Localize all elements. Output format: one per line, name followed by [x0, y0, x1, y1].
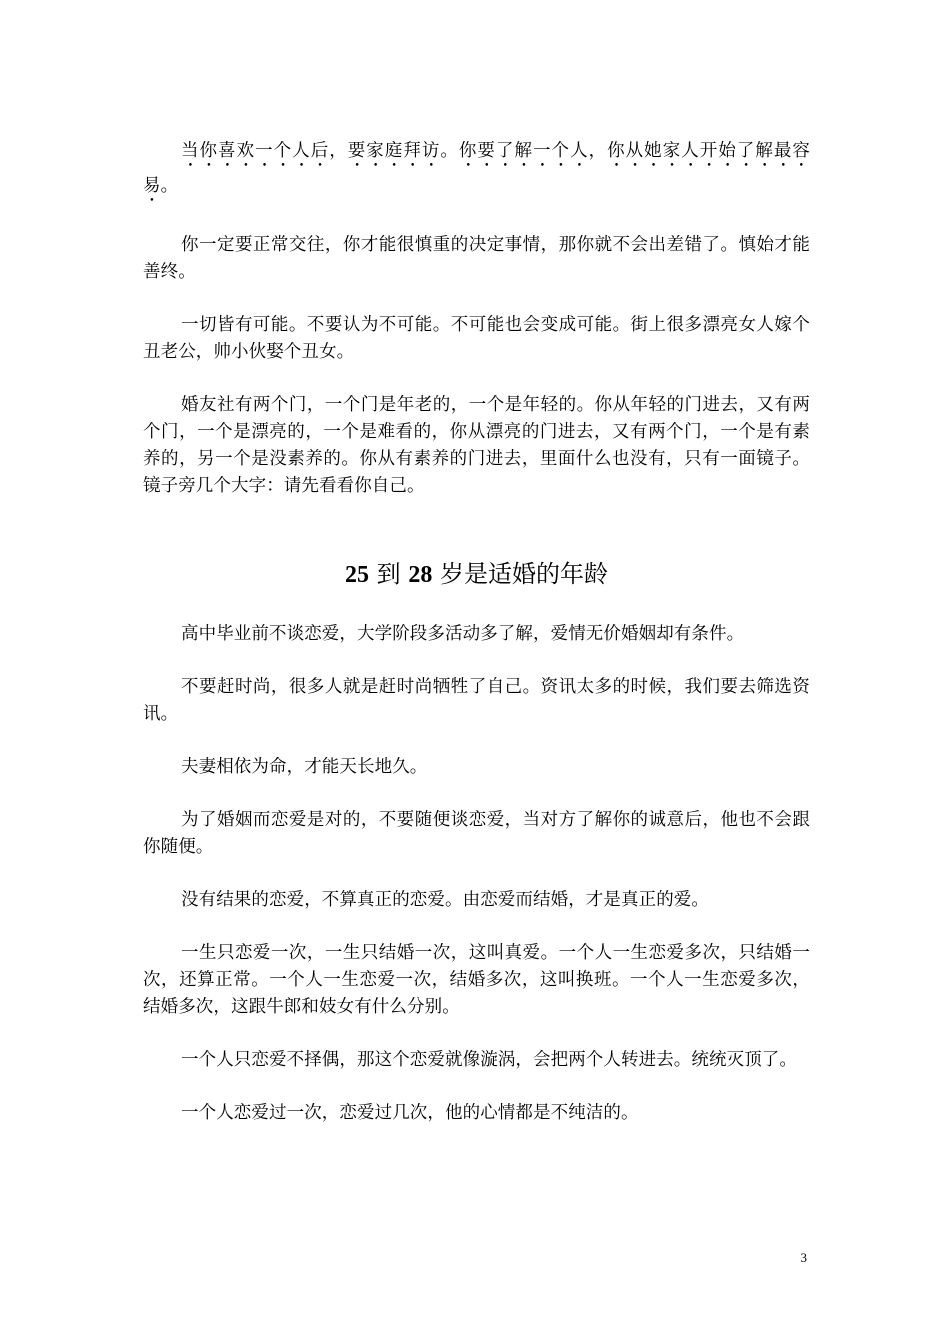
paragraph-everything-possible: 一切皆有可能。不要认为不可能。不可能也会变成可能。街上很多漂亮女人嫁个丑老公，帅小伙娶个丑女。 — [143, 315, 810, 362]
paragraph-love-for-marriage: 为了婚姻而恋爱是对的，不要随便谈恋爱，当对方了解你的诚意后，他也不会跟你随便。 — [143, 810, 810, 857]
paragraph-high-school: 高中毕业前不谈恋爱，大学阶段多活动多了解，爱情无价婚姻却有条件。 — [181, 624, 745, 644]
page-content — [143, 136, 810, 1153]
paragraph-matchmaking-doors: 婚友社有两个门，一个门是年老的，一个是年轻的。你从年轻的门进去，又有两个门，一个是漂亮的，一个是难看的，你从漂亮的门进去，又有两个门，一个是有素养的，另一个是没素养的。你从有素养的门进去，里面什么也没有，只有一面镜子。镜子旁几个大字：请先看看你自己。 — [143, 395, 810, 496]
paragraph-true-love: 没有结果的恋爱，不算真正的恋爱。由恋爱而结婚，才是真正的爱。 — [181, 890, 709, 910]
paragraph-love-once: 一生只恋爱一次，一生只结婚一次，这叫真爱。一个人一生恋爱多次，只结婚一次，还算正常。一个人一生恋爱一次，结婚多次，这叫换班。一个人一生恋爱多次，结婚多次，这跟牛郎和妓女有什么分别。 — [143, 943, 810, 1017]
paragraph-fashion: 不要赶时尚，很多人就是赶时尚牺牲了自己。资讯太多的时候，我们要去筛选资讯。 — [143, 677, 810, 724]
heading-number-start: 25 — [345, 562, 370, 588]
heading-text: 岁是适婚的年龄 — [432, 560, 608, 588]
heading-connector: 到 — [369, 560, 409, 588]
paragraph-home-visit: 当你喜欢一个人后，要家庭拜访。你要了解一个人，你从她家人开始了解最容易。 — [143, 141, 810, 196]
heading-number-end: 28 — [408, 562, 433, 588]
paragraph-normal-dating: 你一定要正常交往，你才能很慎重的决定事情，那你就不会出差错了。慎始才能善终。 — [143, 235, 810, 282]
section-heading — [143, 558, 810, 591]
page-number: 3 — [800, 1250, 807, 1265]
paragraph-couple: 夫妻相依为命，才能天长地久。 — [181, 757, 428, 777]
paragraph-whirlpool: 一个人只恋爱不择偶，那这个恋爱就像漩涡，会把两个人转进去。统统灭顶了。 — [181, 1050, 797, 1070]
paragraph-impure-heart: 一个人恋爱过一次，恋爱过几次，他的心情都是不纯洁的。 — [181, 1103, 639, 1123]
